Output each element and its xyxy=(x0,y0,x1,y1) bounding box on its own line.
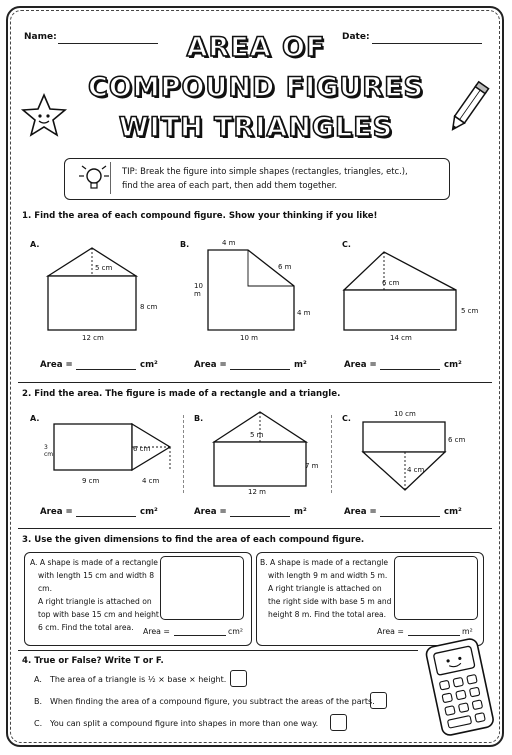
q1a-rect-height: 8 cm xyxy=(140,303,158,311)
q1b-hyp: 6 m xyxy=(278,263,292,271)
date-label: Date: xyxy=(342,32,370,42)
q2b-tri-height: 5 m xyxy=(250,431,264,439)
divider-1 xyxy=(18,382,492,383)
q4a-text: The area of a triangle is ½ × base × height. xyxy=(50,675,227,684)
q3b-line-2: with length 9 m and width 5 m. xyxy=(268,571,388,580)
title-line-1: AREA OF xyxy=(186,32,326,63)
title-line-3: WITH TRIANGLES xyxy=(118,112,394,143)
q1b-figure xyxy=(190,246,330,348)
q2b-area-label: Area = xyxy=(194,507,227,517)
q3b-line-1: B. A shape is made of a rectangle xyxy=(260,558,389,567)
q3b-line-5: height 8 m. Find the total area. xyxy=(268,610,387,619)
tip-text-2: find the area of each part, then add them together. xyxy=(122,180,338,190)
q1c-unit: cm² xyxy=(444,360,462,370)
q2b-letter: B. xyxy=(194,414,204,423)
q2b-figure xyxy=(200,410,320,490)
q3a-line-5: 6 cm. Find the total area. xyxy=(38,623,134,632)
q3a-answer-line[interactable] xyxy=(174,635,226,636)
q1b-unit: m² xyxy=(294,360,307,370)
q2c-letter: C. xyxy=(342,414,351,423)
q1b-left: 10 m xyxy=(194,282,203,298)
q1a-answer-line[interactable] xyxy=(76,369,136,370)
tip-box xyxy=(64,158,450,200)
q2a-area-label: Area = xyxy=(40,507,73,517)
q1b-top: 4 m xyxy=(222,239,236,247)
q1b-letter: B. xyxy=(180,240,190,249)
question-4: 4. True or False? Write T or F. xyxy=(22,656,164,666)
q1c-area-label: Area = xyxy=(344,360,377,370)
pencil-icon xyxy=(442,80,492,138)
name-label: Name: xyxy=(24,32,57,42)
separator-2b xyxy=(331,415,332,493)
q1c-answer-line[interactable] xyxy=(380,369,440,370)
q3a-line-4: top with base 15 cm and height xyxy=(38,610,159,619)
q3a-work-box[interactable] xyxy=(160,556,244,620)
q4b-letter: B. xyxy=(34,697,43,706)
q2a-answer-line[interactable] xyxy=(76,516,136,517)
q1c-rect-height: 5 cm xyxy=(461,307,479,315)
q3a-line-3: A right triangle is attached on xyxy=(38,597,152,606)
q1a-unit: cm² xyxy=(140,360,158,370)
q2c-tri-height: 4 cm xyxy=(407,466,425,474)
q3a-unit: cm² xyxy=(228,627,244,636)
q1b-right: 4 m xyxy=(297,309,311,317)
q3b-area-label: Area = xyxy=(377,627,404,636)
divider-2 xyxy=(18,528,492,529)
q2a-height: 3 cm xyxy=(44,444,54,458)
q2a-base: 9 cm xyxy=(82,477,100,485)
q3a-area-label: Area = xyxy=(143,627,170,636)
q2a-tri-base: 4 cm xyxy=(142,477,160,485)
q4c-answer-box[interactable] xyxy=(330,714,347,731)
q1b-area-label: Area = xyxy=(194,360,227,370)
q1a-base: 12 cm xyxy=(82,334,104,342)
q2a-unit: cm² xyxy=(140,507,158,517)
q4b-text: When finding the area of a compound figure, you subtract the areas of the parts. xyxy=(50,697,375,706)
q1a-figure xyxy=(30,246,180,348)
q4c-letter: C. xyxy=(34,719,43,728)
lightbulb-icon xyxy=(74,163,114,193)
q2b-rect-height: 7 m xyxy=(305,462,319,470)
q3b-line-4: the right side with base 5 m and xyxy=(268,597,392,606)
q1c-letter: C. xyxy=(342,240,351,249)
q2b-unit: m² xyxy=(294,507,307,517)
calculator-icon xyxy=(420,634,500,742)
q2c-top: 10 cm xyxy=(394,410,416,418)
q3b-work-box[interactable] xyxy=(394,556,478,620)
q2c-area-label: Area = xyxy=(344,507,377,517)
q2b-base: 12 m xyxy=(248,488,266,496)
q3a-line-1: A. A shape is made of a rectangle xyxy=(30,558,158,567)
separator-2a xyxy=(183,415,184,493)
tip-divider xyxy=(110,162,114,194)
q2a-tri-height: 6 cm xyxy=(133,445,151,453)
q3b-unit: m² xyxy=(462,627,473,636)
q2a-letter: A. xyxy=(30,414,40,423)
q1c-figure xyxy=(340,246,485,348)
question-2: 2. Find the area. The figure is made of a rectangle and a triangle. xyxy=(22,389,341,399)
title-line-2: COMPOUND FIGURES xyxy=(88,72,424,103)
q2c-figure xyxy=(355,416,455,496)
question-3: 3. Use the given dimensions to find the area of each compound figure. xyxy=(22,535,365,545)
q1a-letter: A. xyxy=(30,240,40,249)
q2c-unit: cm² xyxy=(444,507,462,517)
q2c-answer-line[interactable] xyxy=(380,516,440,517)
q4a-answer-box[interactable] xyxy=(230,670,247,687)
q2b-answer-line[interactable] xyxy=(230,516,290,517)
q3a-line-2: with length 15 cm and width 8 cm. xyxy=(38,571,155,593)
q1b-base: 10 m xyxy=(240,334,258,342)
q1c-tri-height: 6 cm xyxy=(382,279,400,287)
q3a-text xyxy=(30,556,160,634)
q1b-answer-line[interactable] xyxy=(230,369,290,370)
q4c-text: You can split a compound figure into shapes in more than one way. xyxy=(50,719,319,728)
tip-text-1: TIP: Break the figure into simple shapes (rectangles, triangles, etc.), xyxy=(122,166,408,176)
q4a-letter: A. xyxy=(34,675,42,684)
q2c-rect-height: 6 cm xyxy=(448,436,466,444)
q1a-tri-height: 5 cm xyxy=(95,264,113,272)
q1c-base: 14 cm xyxy=(390,334,412,342)
divider-3 xyxy=(18,650,418,651)
q3b-line-3: A right triangle is attached on xyxy=(268,584,382,593)
q4b-answer-box[interactable] xyxy=(370,692,387,709)
star-icon xyxy=(20,92,68,140)
question-1: 1. Find the area of each compound figure. Show your thinking if you like! xyxy=(22,211,378,221)
q3b-text xyxy=(260,556,394,621)
q1a-area-label: Area = xyxy=(40,360,73,370)
